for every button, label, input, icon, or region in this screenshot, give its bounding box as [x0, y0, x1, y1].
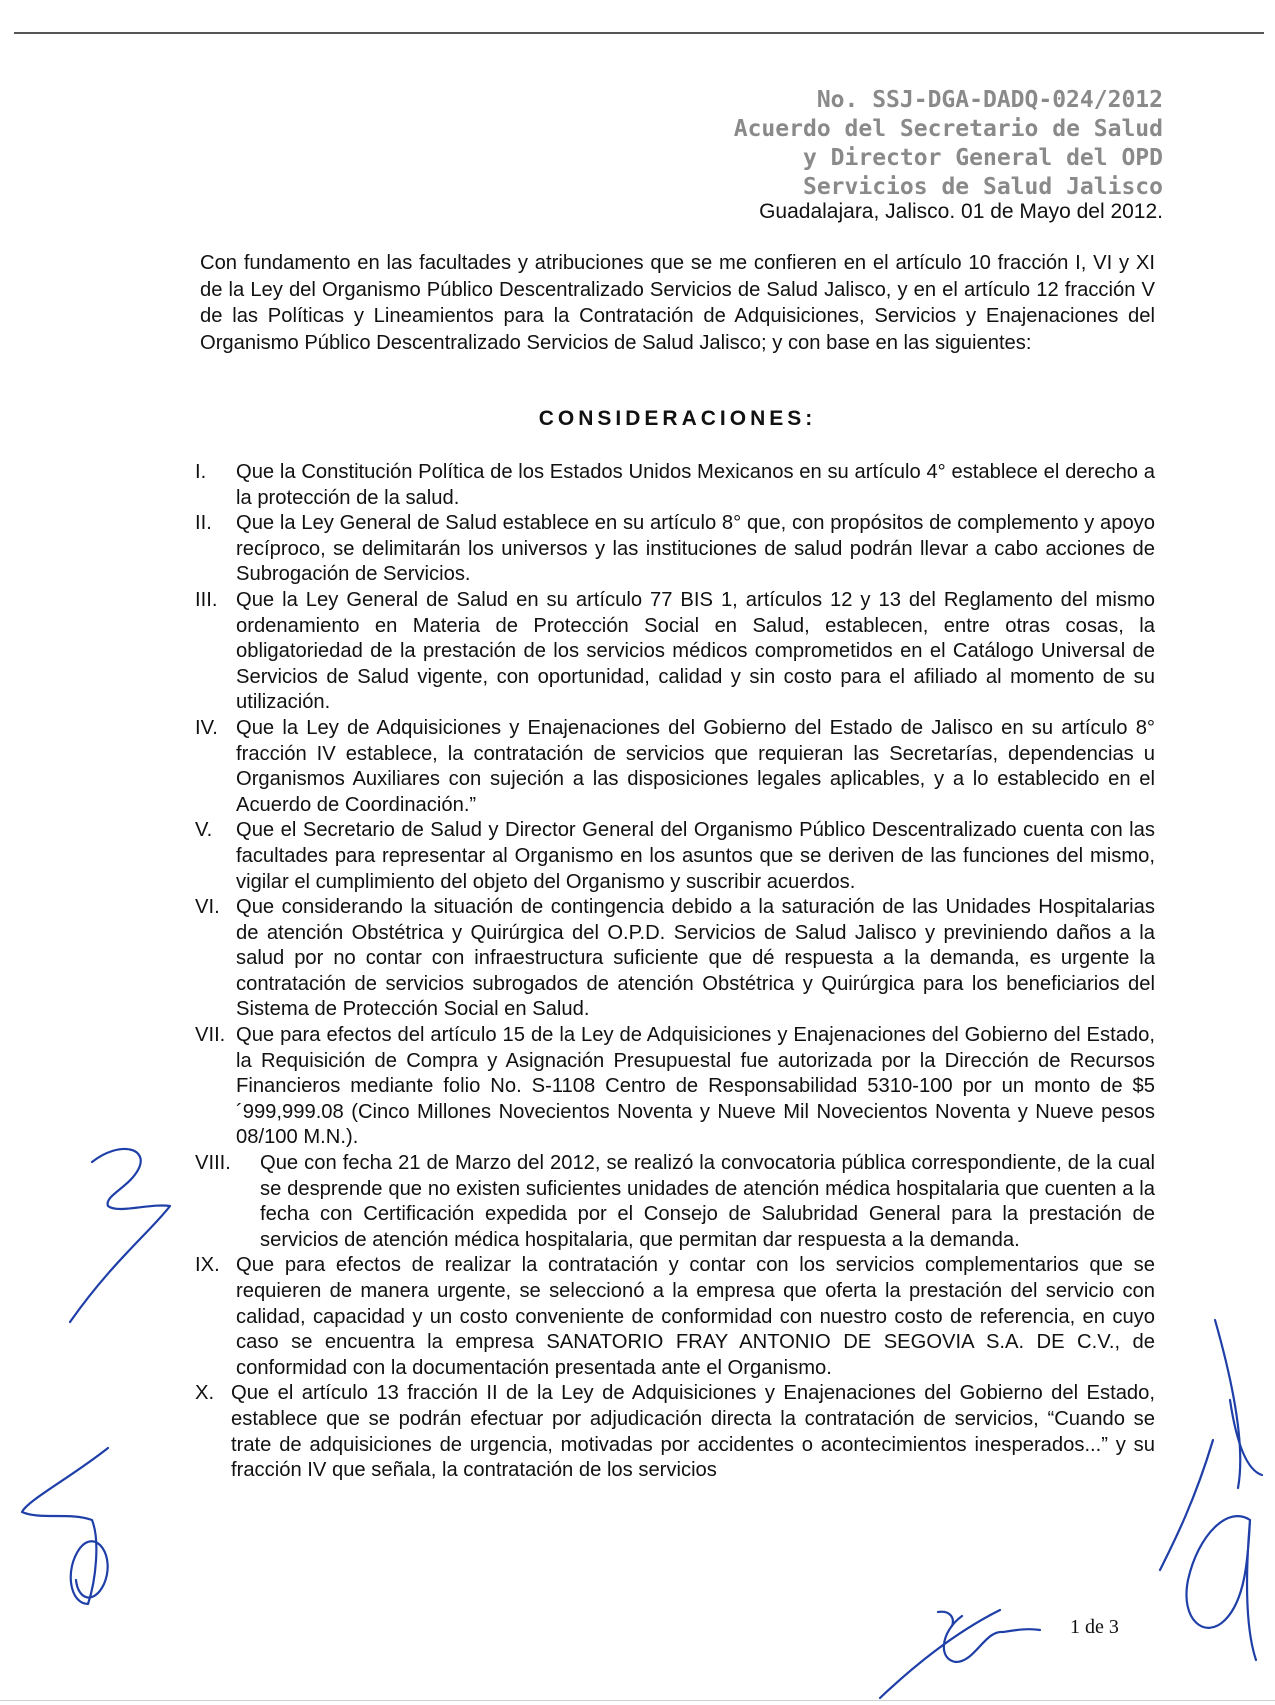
consideration-item [195, 716, 1155, 818]
bottom-signature [880, 1610, 1040, 1698]
document-date: Guadalajara, Jalisco. 01 de Mayo del 2012. [759, 200, 1163, 223]
consideration-item [195, 460, 1155, 511]
item-text: Que con fecha 21 de Marzo del 2012, se realizó la convocatoria pública correspondiente, de la cual se desprende que no existen suficientes unidades de atención médica hospitalaria que cuenten a la fecha con Certificación expedida por el Consejo de Salubridad General para la prestación de servicios de atención médica hospitalaria, que permitan dar respuesta a la demanda. [260, 1152, 1155, 1251]
right-margin-scribble [1230, 1400, 1262, 1475]
consideration-item [195, 1023, 1155, 1151]
consideration-item [195, 895, 1155, 1023]
header-title-line-2: y Director General del OPD [802, 145, 1163, 171]
right-margin-signature [1160, 1320, 1256, 1660]
top-rule [14, 32, 1264, 34]
item-text: Que la Ley de Adquisiciones y Enajenaciones del Gobierno del Estado de Jalisco en su artículo 8° fracción IV establece, la contratación de servicios que requieran las Secretarías, dependencias u Organismos Auxiliares con sujeción a las disposiciones legales aplicables, y a lo establecido en el Acuerdo de Coordinación.” [236, 716, 1155, 816]
item-text: Que la Constitución Política de los Estados Unidos Mexicanos en su artículo 4° establece el derecho a la protección de la salud. [236, 461, 1155, 509]
item-text: Que el artículo 13 fracción II de la Ley de Adquisiciones y Enajenaciones del Gobierno del Estado, establece que se podrán efectuar por adjudicación directa la contratación de servicios, “Cuando se trate de adquisiciones de urgencia, motivadas por accidentes o acontecimientos inesperados...” y su fracción IV que señala, la contratación de los servicios [231, 1382, 1155, 1482]
item-number: V. [195, 819, 213, 842]
item-number: III. [195, 588, 218, 611]
left-margin-initial [70, 1149, 170, 1322]
item-text: Que la Ley General de Salud en su artículo 77 BIS 1, artículos 12 y 13 del Reglamento del mismo ordenamiento en Materia de Protección Social en Salud, establecen, entre otras cosas, la obligatoriedad de la prestación de los servicios médicos comprometidos en el Catálogo Universal de Servicios de Salud vigente, con oportunidad, calidad y sin costo para el afiliado al momento de su utilización. [236, 588, 1155, 714]
consideration-item [195, 818, 1155, 895]
header-title-line-3: Servicios de Salud Jalisco [802, 174, 1163, 200]
item-number: VIII. [195, 1152, 231, 1175]
item-number: X. [195, 1382, 215, 1405]
document-number: No. SSJ-DGA-DADQ-024/2012 [816, 87, 1163, 113]
item-text: Que la Ley General de Salud establece en su artículo 8° que, con propósitos de complemento y apoyo recíproco, se delimitarán los universos y las instituciones de salud podrán llevar a cabo acciones de Subrogación de Servicios. [236, 512, 1155, 586]
header-title-line-1: Acuerdo del Secretario de Salud [733, 116, 1163, 142]
consideration-item [195, 588, 1155, 716]
item-number: VII. [195, 1024, 226, 1047]
item-number: I. [195, 461, 207, 483]
item-number: IX. [195, 1254, 220, 1277]
left-margin-signature [22, 1448, 108, 1604]
section-title: CONSIDERACIONES: [538, 407, 817, 430]
item-text: Que para efectos del artículo 15 de la Ley de Adquisiciones y Enajenaciones del Gobierno del Estado, la Requisición de Compra y Asignación Presupuestal fue autorizada por la Dirección de Recursos Financieros mediante folio No. S-1108 Centro de Responsabilidad 5310-100 por un monto de $5´999,999.08 (Cinco Millones Novecientos Noventa y Nueve Mil Novecientos Noventa y Nueve pesos 08/100 M.N.). [236, 1024, 1155, 1149]
consideration-item [195, 1381, 1155, 1483]
item-number: VI. [195, 896, 220, 919]
item-number: II. [195, 512, 212, 535]
consideration-item [195, 511, 1155, 588]
item-number: IV. [195, 716, 218, 739]
considerations-list [195, 460, 1155, 1484]
intro-paragraph: Con fundamento en las facultades y atribuciones que se me confieren en el artículo 10 fracción I, VI y XI de la Ley del Organismo Público Descentralizado Servicios de Salud Jalisco, y en el artículo 12 fracción V de las Políticas y Lineamientos para la Contratación de Adquisiciones, Servicios y Enajenaciones del Organismo Público Descentralizado Servicios de Salud Jalisco; y con base en las siguientes: [200, 252, 1155, 354]
item-text: Que el Secretario de Salud y Director General del Organismo Público Descentralizado cuenta con las facultades para representar al Organismo en los asuntos que se deriven de las funciones del mismo, vigilar el cumplimiento del objeto del Organismo y suscribir acuerdos. [236, 819, 1155, 893]
consideration-item [195, 1253, 1155, 1381]
bottom-rule [0, 1700, 1275, 1701]
item-text: Que para efectos de realizar la contratación y contar con los servicios complementarios que se requieren de manera urgente, se seleccionó a la empresa que oferta la prestación del servicio con calidad, capacidad y un costo conveniente de conformidad con nuestro costo de referencia, en cuyo caso se encuentra la empresa SANATORIO FRAY ANTONIO DE SEGOVIA S.A. DE C.V., de conformidad con la documentación presentada ante el Organismo. [236, 1254, 1155, 1379]
consideration-item [195, 1151, 1155, 1253]
item-text: Que considerando la situación de contingencia debido a la saturación de las Unidades Hospitalarias de atención Obstétrica y Quirúrgica del O.P.D. Servicios de Salud Jalisco y previniendo daños a la salud por no contar con infraestructura suficiente que dé respuesta a la demanda, es urgente la contratación de servicios subrogados de atención Obstétrica y Quirúrgica para los beneficiarios del Sistema de Protección Social en Salud. [236, 896, 1155, 1021]
page-number: 1 de 3 [1070, 1616, 1119, 1638]
document-header [734, 86, 1163, 202]
